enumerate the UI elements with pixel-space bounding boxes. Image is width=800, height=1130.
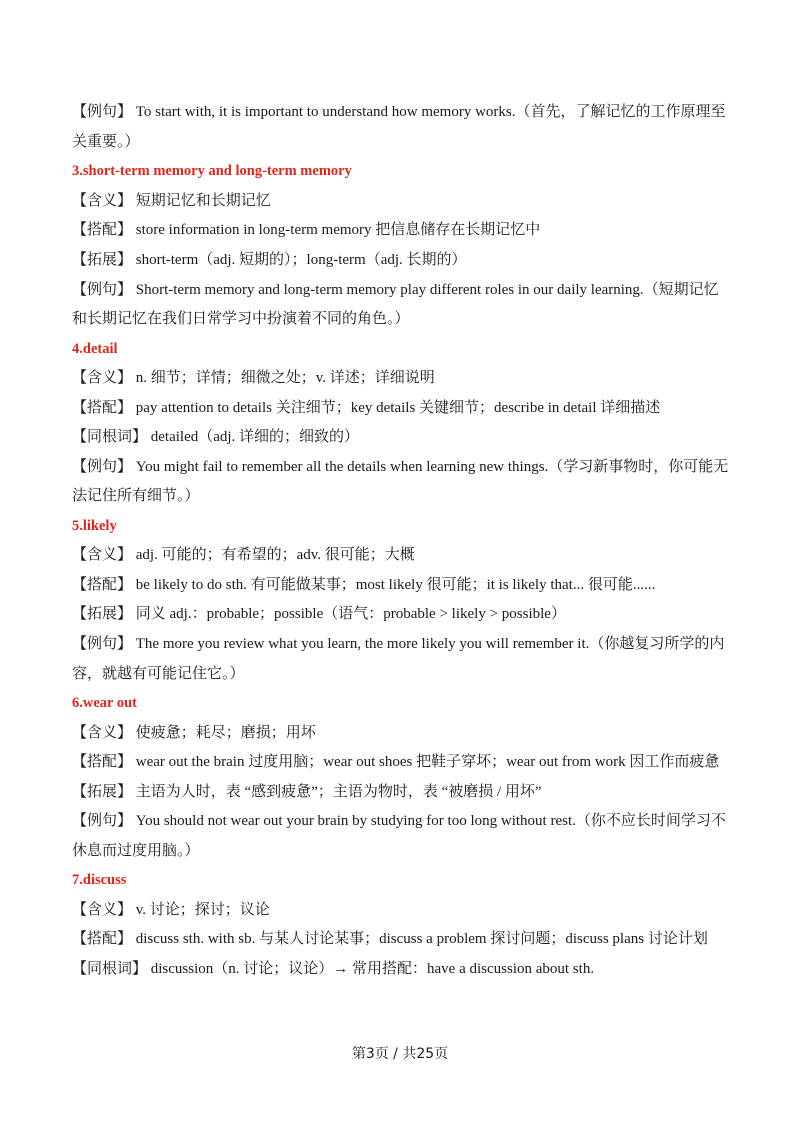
- page-number-footer: 第3页 / 共25页: [351, 1046, 449, 1062]
- entry-heading: 4.detail: [72, 341, 118, 357]
- collocation-line: 【搭配】 discuss sth. with sb. 与某人讨论某事；discuss a problem 探讨问题；discuss plans 讨论计划: [72, 931, 708, 947]
- collocation-line: 【搭配】 pay attention to details 关注细节；key details 关键细节；describe in detail 详细描述: [72, 400, 661, 416]
- example-sentence-line: 休息而过度用脑。）: [72, 843, 200, 859]
- collocation-line: 【搭配】 store information in long-term memory 把信息储存在长期记忆中: [72, 222, 541, 238]
- example-sentence-line: 【例句】 Short-term memory and long-term memory play different roles in our daily learning.（短期记忆: [72, 282, 719, 298]
- meaning-line: 【含义】 n. 细节；详情；细微之处；v. 详述；详细说明: [72, 370, 435, 386]
- entry-heading: 3.short-term memory and long-term memory: [72, 163, 352, 179]
- example-sentence-line: 法记住所有细节。）: [72, 488, 200, 504]
- example-sentence-line: 和长期记忆在我们日常学习中扮演着不同的角色。）: [72, 311, 410, 327]
- example-sentence-line: 【例句】 You might fail to remember all the details when learning new things.（学习新事物时，你可能无: [72, 459, 729, 475]
- meaning-line: 【含义】 短期记忆和长期记忆: [72, 193, 271, 209]
- example-sentence-line: 容，就越有可能记住它。）: [72, 666, 245, 682]
- entry-heading: 5.likely: [72, 518, 117, 534]
- entry-heading: 7.discuss: [72, 872, 127, 888]
- collocation-line: 【搭配】 be likely to do sth. 有可能做某事；most likely 很可能；it is likely that... 很可能......: [72, 577, 656, 593]
- collocation-line: 【搭配】 wear out the brain 过度用脑；wear out shoes 把鞋子穿坏；wear out from work 因工作而疲惫: [72, 754, 720, 770]
- meaning-line: 【含义】 adj. 可能的；有希望的；adv. 很可能；大概: [72, 547, 415, 563]
- cognate-line: 【同根词】 detailed（adj. 详细的；细致的）: [72, 429, 360, 445]
- meaning-line: 【含义】 v. 讨论；探讨；议论: [72, 902, 270, 918]
- example-sentence-line: 关重要。）: [72, 134, 140, 150]
- cognate-line: 【同根词】 discussion（n. 讨论；议论）→ 常用搭配：have a discussion about sth.: [72, 961, 595, 977]
- example-sentence-line: 【例句】 You should not wear out your brain by studying for too long without rest.（你不应长时间学习不: [72, 813, 726, 829]
- extension-line: 【拓展】 short-term（adj. 短期的）；long-term（adj. 长期的）: [72, 252, 467, 268]
- example-sentence-line: 【例句】 To start with, it is important to understand how memory works.（首先，了解记忆的工作原理至: [72, 104, 726, 120]
- entry-heading: 6.wear out: [72, 695, 137, 711]
- example-sentence-line: 【例句】 The more you review what you learn, the more likely you will remember it.（你越复习所学的内: [72, 636, 725, 652]
- extension-line: 【拓展】 同义 adj.：probable；possible（语气：probable > likely > possible）: [72, 606, 566, 622]
- extension-line: 【拓展】 主语为人时，表 “感到疲惫”；主语为物时，表 “被磨损 / 用坏”: [72, 784, 542, 800]
- meaning-line: 【含义】 使疲惫；耗尽；磨损；用坏: [72, 725, 316, 741]
